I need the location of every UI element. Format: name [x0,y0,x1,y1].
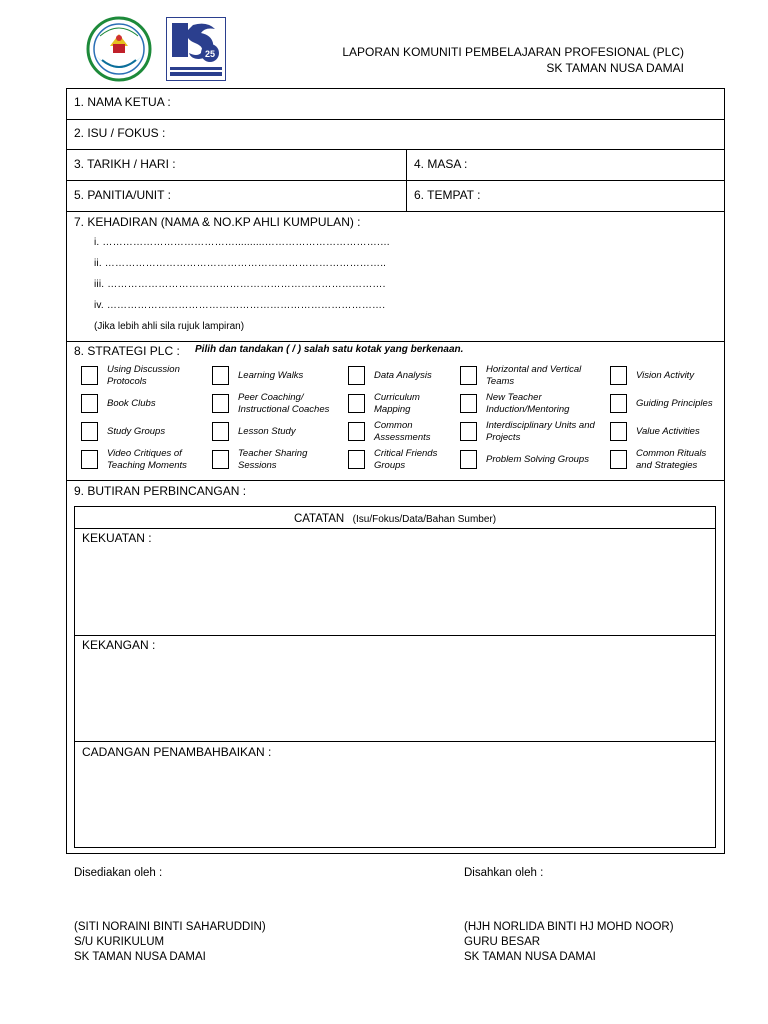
strategy-checkbox[interactable] [460,422,477,441]
prepared-by-org: SK TAMAN NUSA DAMAI [74,951,206,963]
strategy-option-label: Data Analysis [374,370,432,381]
strategy-label: 8. STRATEGI PLC : [74,344,180,358]
strategy-option-label: Value Activities [636,426,700,437]
strategy-checkbox[interactable] [212,366,229,385]
discussion-label: 9. BUTIRAN PERBINCANGAN : [74,484,247,498]
strategy-option-label: Using Discussion Protocols [107,364,180,387]
approved-by-name: (HJH NORLIDA BINTI HJ MOHD NOOR) [464,921,674,933]
kekuatan-label: KEKUATAN : [82,531,152,545]
strategy-checkbox[interactable] [348,394,365,413]
catatan-label: CATATAN [293,513,345,525]
field-isu-fokus[interactable]: 2. ISU / FOKUS : [74,126,166,140]
attendance-line-2[interactable]: ii. ……………………………………………………………………….. [94,258,387,269]
row-divider [66,480,725,481]
row-divider [66,149,725,150]
cadangan-area[interactable] [75,760,715,846]
strategy-option-label: Critical Friends Groups [374,448,438,471]
strategy-checkbox[interactable] [460,394,477,413]
strategy-checkbox[interactable] [348,366,365,385]
strategy-option-label: Video Critiques of Teaching Moments [107,448,187,471]
strategy-checkbox[interactable] [348,422,365,441]
strategy-option-label: Teacher Sharing Sessions [238,448,308,471]
strategy-checkbox[interactable] [81,450,98,469]
report-title: LAPORAN KOMUNITI PEMBELAJARAN PROFESIONAL (PLC) [342,45,684,59]
strategy-option-label: Lesson Study [238,426,296,437]
strategy-option-label: Common Rituals and Strategies [636,448,707,471]
strategy-checkbox[interactable] [460,450,477,469]
strategy-checkbox[interactable] [610,450,627,469]
prepared-by-label: Disediakan oleh : [74,867,163,879]
notes-divider [74,528,716,529]
attendance-line-4[interactable]: iv. ………………………………………………………………………. [94,300,386,311]
cadangan-label: CADANGAN PENAMBAHBAIKAN : [82,745,272,759]
strategy-checkbox[interactable] [460,366,477,385]
field-masa[interactable]: 4. MASA : [414,157,468,171]
strategy-checkbox[interactable] [81,394,98,413]
row-divider [66,341,725,342]
strategy-option-label: Interdisciplinary Units and Projects [486,420,595,443]
strategy-checkbox[interactable] [81,422,98,441]
school-logo [80,16,158,82]
field-kehadiran: 7. KEHADIRAN (NAMA & NO.KP AHLI KUMPULAN) : [74,215,361,229]
strategy-option-label: Learning Walks [238,370,304,381]
strategy-checkbox[interactable] [610,394,627,413]
approved-by-label: Disahkan oleh : [464,867,544,879]
field-panitia-unit[interactable]: 5. PANITIA/UNIT : [74,188,171,202]
strategy-option-label: Curriculum Mapping [374,392,420,415]
approved-by-title: GURU BESAR [464,936,541,948]
prepared-by-title: S/U KURIKULUM [74,936,165,948]
field-nama-ketua[interactable]: 1. NAMA KETUA : [74,95,171,109]
strategy-checkbox[interactable] [348,450,365,469]
strategy-checkbox[interactable] [212,422,229,441]
prepared-by-name: (SITI NORAINI BINTI SAHARUDDIN) [74,921,266,933]
row-divider [66,211,725,212]
strategy-checkbox[interactable] [81,366,98,385]
strategy-option-label: Problem Solving Groups [486,454,589,465]
attendance-line-1[interactable]: i. …………………………………..........…………………………….… [94,237,391,248]
notes-divider [74,635,716,636]
strategy-option-label: Book Clubs [107,398,156,409]
strategy-option-label: Study Groups [107,426,166,437]
strategy-option-label: Guiding Principles [636,398,713,409]
column-divider [406,149,407,211]
strategy-option-label: Peer Coaching/ Instructional Coaches [238,392,330,415]
anniversary-number: 25 [204,49,216,59]
strategy-checkbox[interactable] [212,394,229,413]
strategy-option-label: New Teacher Induction/Mentoring [486,392,570,415]
approved-by-org: SK TAMAN NUSA DAMAI [464,951,596,963]
strategy-instruction: Pilih dan tandakan ( / ) salah satu kotak yang berkenaan. [195,344,464,355]
attendance-note: (Jika lebih ahli sila rujuk lampiran) [94,321,245,332]
field-tarikh-hari[interactable]: 3. TARIKH / HARI : [74,157,176,171]
row-divider [66,119,725,120]
row-divider [66,180,725,181]
strategy-option-label: Vision Activity [636,370,695,381]
attendance-line-3[interactable]: iii. ………………………………………………………………………. [94,279,386,290]
kekangan-label: KEKANGAN : [82,638,156,652]
kekangan-area[interactable] [75,653,715,740]
notes-divider [74,741,716,742]
anniversary-logo [166,17,226,81]
strategy-checkbox[interactable] [610,366,627,385]
field-tempat[interactable]: 6. TEMPAT : [414,188,481,202]
catatan-heading [74,509,716,527]
strategy-option-label: Horizontal and Vertical Teams [486,364,582,387]
school-name: SK TAMAN NUSA DAMAI [546,61,684,75]
strategy-option-label: Common Assessments [374,420,431,443]
catatan-sub: (Isu/Fokus/Data/Bahan Sumber) [352,514,497,525]
strategy-checkbox[interactable] [610,422,627,441]
strategy-checkbox[interactable] [212,450,229,469]
kekuatan-area[interactable] [75,546,715,634]
